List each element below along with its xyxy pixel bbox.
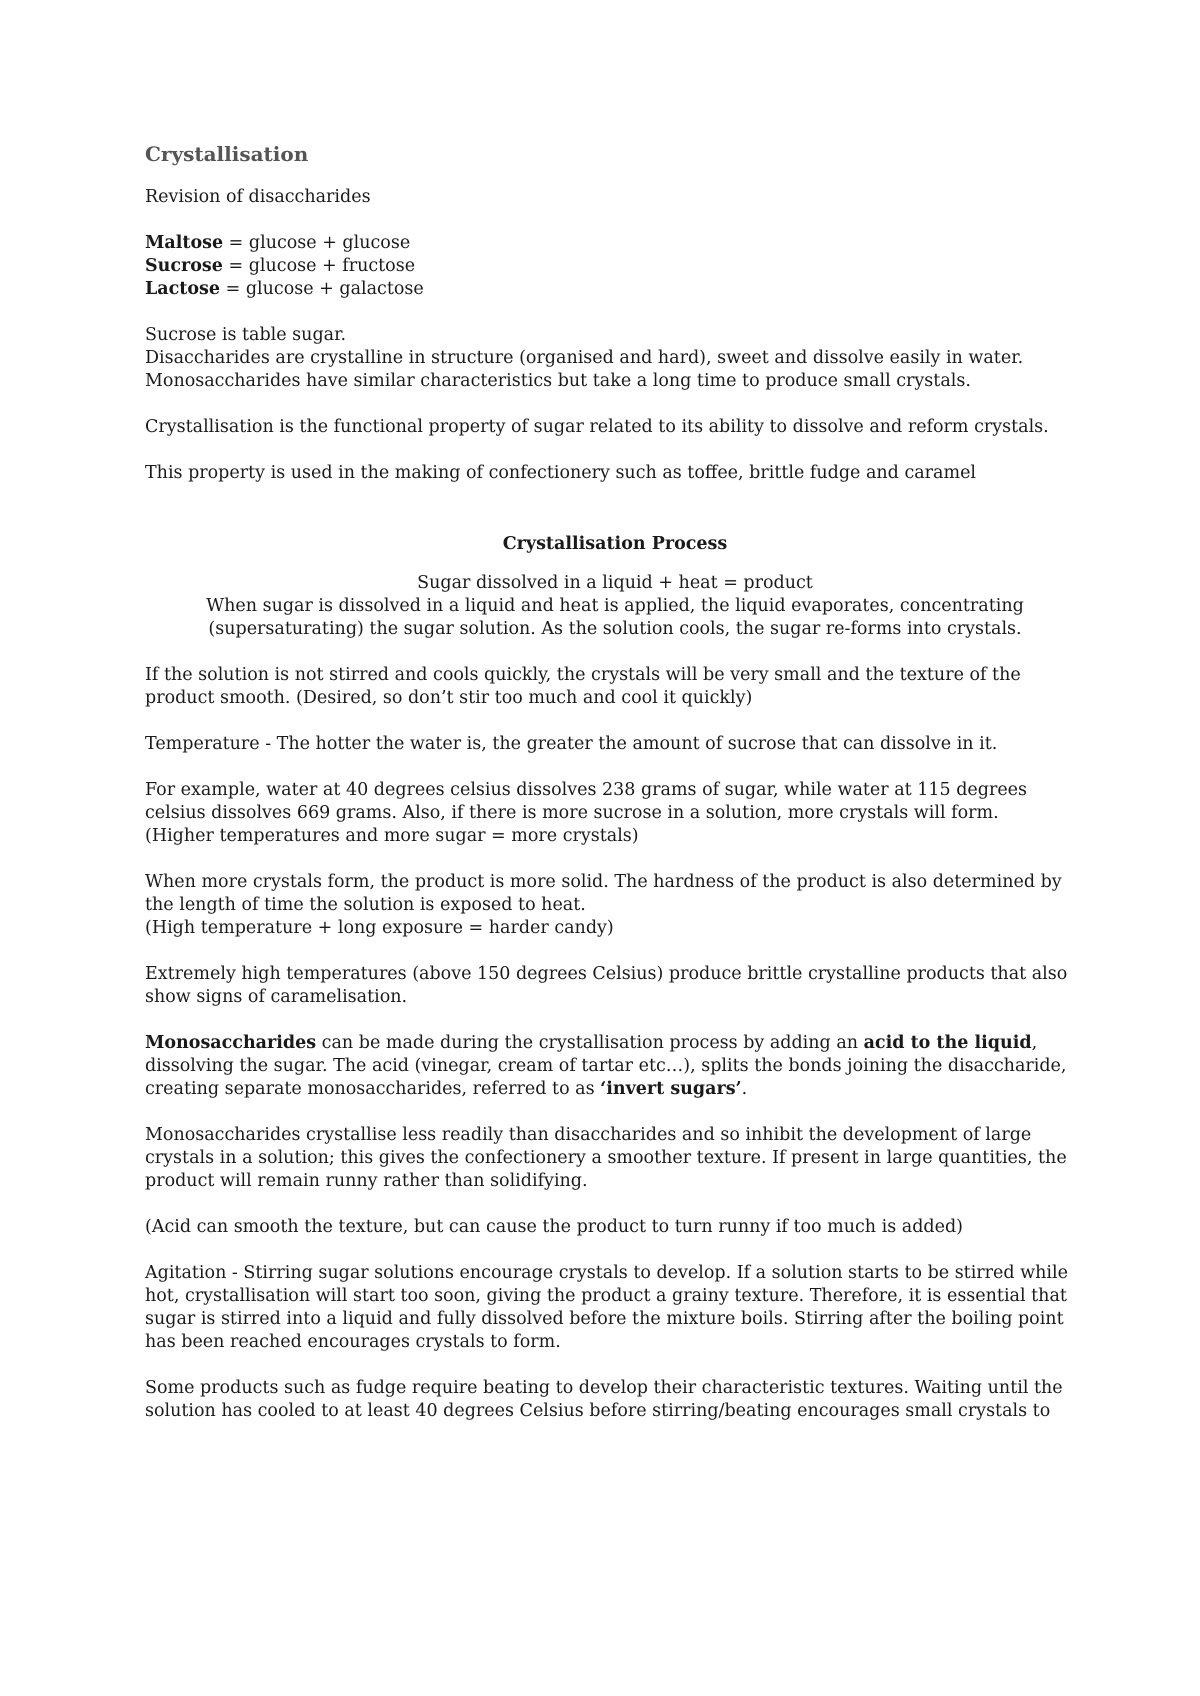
process-formula: Sugar dissolved in a liquid + heat = product [417,573,813,593]
agitation-paragraph: Agitation - Stirring sugar solutions encourage crystals to develop. If a solution starts to be stirred while hot, crystallisation will start too soon, giving the product a grainy texture. Therefore, it is essential that sugar is stirred into a liquid and fully dissolved before the mixture boils. Stirring after the boiling point has been reached encourages crystals to form. [145,1263,1068,1352]
acid-note-paragraph: (Acid can smooth the texture, but can cause the product to turn runny if too much is added) [145,1217,964,1237]
example-note: (Higher temperatures and more sugar = more crystals) [145,826,639,846]
monosaccharides-paragraph [145,1032,1085,1101]
hardness-note: (High temperature + long exposure = harder candy) [145,918,614,938]
intro-paragraph [145,324,1085,393]
revision-heading: Revision of disaccharides [145,187,371,207]
acid-term: acid to the liquid [863,1033,1032,1053]
extreme-temperature-paragraph: Extremely high temperatures (above 150 degrees Celsius) produce brittle crystalline products that also show signs of caramelisation. [145,964,1068,1007]
fudge-paragraph: Some products such as fudge require beating to develop their characteristic textures. Waiting until the solution has cooled to at least 40 degrees Celsius before stirring/beating encourages small crystals to [145,1378,1063,1421]
definition-lactose [145,278,1085,301]
process-line: When sugar is dissolved in a liquid and heat is applied, the liquid evaporates, concentrating [206,596,1024,616]
monosaccharides-term: Monosaccharides [145,1033,317,1053]
mono-text: can be made during the crystallisation process by adding an [316,1033,864,1053]
stir-paragraph: If the solution is not stirred and cools quickly, the crystals will be very small and the texture of the product smooth. (Desired, so don’t stir too much and cool it quickly) [145,665,1021,708]
disaccharide-definitions [145,232,1085,301]
definition-sucrose [145,255,1085,278]
document-page [145,142,1085,1446]
example-text: For example, water at 40 degrees celsius dissolves 238 grams of sugar, while water at 115 degrees celsius dissolves 669 grams. Also, if there is more sucrose in a solution, more crystals will form. [145,780,1028,823]
definition-text: = glucose + glucose [223,233,411,253]
page-title: Crystallisation [145,142,309,166]
hardness-paragraph [145,871,1085,940]
process-heading: Crystallisation Process [502,534,728,554]
definition-term: Lactose [145,279,221,299]
definition-term: Sucrose [145,256,223,276]
mono-crystallise-paragraph: Monosaccharides crystallise less readily than disaccharides and so inhibit the development of large crystals in a solution; this gives the confectionery a smoother texture. If present in large quantities, the product will remain runny rather than solidifying. [145,1125,1067,1191]
definition-maltose [145,232,1085,255]
temperature-paragraph: Temperature - The hotter the water is, the greater the amount of sucrose that can dissolve in it. [145,734,998,754]
definition-text: = glucose + fructose [222,256,416,276]
intro-line: Disaccharides are crystalline in structure (organised and hard), sweet and dissolve easily in water. [145,348,1024,368]
definition-term: Maltose [145,233,224,253]
intro-line: Sucrose is table sugar. [145,325,347,345]
mono-text: , dissolving the sugar. The acid (vinegar, cream of tartar etc…), splits the bonds joining the disaccharide, creating separate monosaccharides, referred to as [145,1033,1067,1099]
invert-sugars-term: ‘invert sugars’ [600,1079,742,1099]
definition-text: = glucose + galactose [220,279,424,299]
process-description [145,572,1085,641]
property-paragraph: Crystallisation is the functional property of sugar related to its ability to dissolve and reform crystals. [145,417,1049,437]
mono-text: . [741,1079,748,1099]
intro-line: Monosaccharides have similar characteristics but take a long time to produce small crystals. [145,371,971,391]
process-line: (supersaturating) the sugar solution. As the solution cools, the sugar re-forms into crystals. [208,619,1022,639]
example-paragraph [145,779,1085,848]
use-paragraph: This property is used in the making of confectionery such as toffee, brittle fudge and caramel [145,463,977,483]
hardness-text: When more crystals form, the product is more solid. The hardness of the product is also determined by the length of time the solution is exposed to heat. [145,872,1062,915]
